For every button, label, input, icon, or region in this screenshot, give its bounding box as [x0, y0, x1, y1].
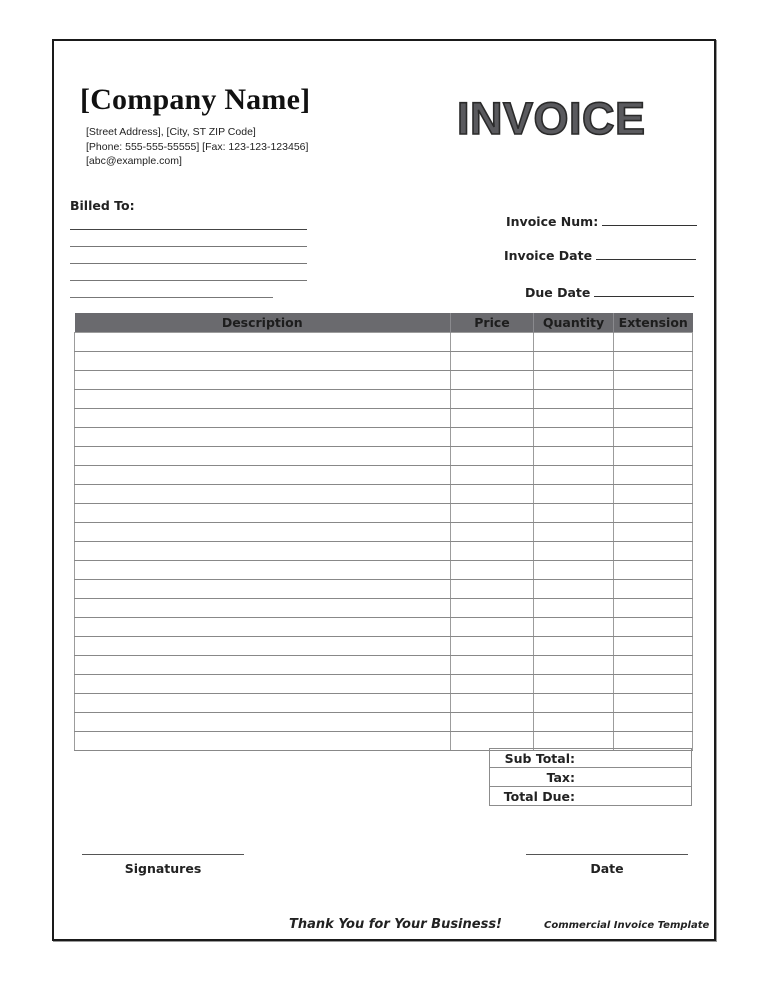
description-cell[interactable]: [75, 504, 451, 523]
table-row: [75, 390, 693, 409]
company-phone-fax: [Phone: 555-555-55555] [Fax: 123-123-123456]: [86, 140, 309, 153]
quantity-cell[interactable]: [534, 656, 614, 675]
price-cell[interactable]: [451, 352, 534, 371]
description-cell[interactable]: [75, 371, 451, 390]
description-cell[interactable]: [75, 428, 451, 447]
table-row: [75, 713, 693, 732]
template-name: Commercial Invoice Template: [544, 920, 710, 931]
invoice-date-label: Invoice Date: [504, 248, 593, 263]
table-row: [75, 561, 693, 580]
billed-to-line-1[interactable]: [70, 229, 307, 230]
extension-cell[interactable]: [614, 637, 693, 656]
extension-cell[interactable]: [614, 523, 693, 542]
price-cell[interactable]: [451, 504, 534, 523]
table-row: [75, 523, 693, 542]
description-cell[interactable]: [75, 390, 451, 409]
table-row: [75, 485, 693, 504]
billed-to-line-3[interactable]: [70, 263, 307, 264]
extension-cell[interactable]: [614, 675, 693, 694]
total-due-label: Total Due:: [490, 787, 576, 806]
extension-cell[interactable]: [614, 352, 693, 371]
table-header-row: [75, 313, 693, 333]
extension-cell[interactable]: [614, 656, 693, 675]
subtotal-row: [490, 749, 692, 768]
quantity-cell[interactable]: [534, 333, 614, 352]
price-cell[interactable]: [451, 409, 534, 428]
invoice-title: INVOICE: [457, 93, 646, 144]
extension-cell[interactable]: [614, 599, 693, 618]
price-cell[interactable]: [451, 694, 534, 713]
invoice-date-field[interactable]: [596, 258, 696, 260]
invoice-num-label: Invoice Num:: [506, 214, 599, 229]
quantity-cell[interactable]: [534, 409, 614, 428]
extension-cell[interactable]: [614, 561, 693, 580]
description-cell[interactable]: [75, 447, 451, 466]
price-cell[interactable]: [451, 447, 534, 466]
extension-cell[interactable]: [614, 409, 693, 428]
price-cell[interactable]: [451, 580, 534, 599]
description-cell[interactable]: [75, 333, 451, 352]
price-cell[interactable]: [451, 485, 534, 504]
quantity-cell[interactable]: [534, 637, 614, 656]
subtotal-label: Sub Total:: [490, 749, 576, 768]
company-street-address: [Street Address], [City, ST ZIP Code]: [86, 126, 256, 138]
extension-cell[interactable]: [614, 542, 693, 561]
tax-row: [490, 768, 692, 787]
price-cell[interactable]: [451, 656, 534, 675]
invoice-page: [52, 39, 716, 941]
quantity-cell[interactable]: [534, 618, 614, 637]
table-row: [75, 637, 693, 656]
table-row: [75, 371, 693, 390]
extension-cell[interactable]: [614, 390, 693, 409]
quantity-cell[interactable]: [534, 352, 614, 371]
table-row: [75, 333, 693, 352]
quantity-cell[interactable]: [534, 390, 614, 409]
column-header-description: Description: [75, 313, 451, 333]
description-cell[interactable]: [75, 523, 451, 542]
billed-to-line-4[interactable]: [70, 280, 307, 281]
quantity-cell[interactable]: [534, 542, 614, 561]
quantity-cell[interactable]: [534, 504, 614, 523]
table-row: [75, 580, 693, 599]
description-cell[interactable]: [75, 352, 451, 371]
table-row: [75, 504, 693, 523]
extension-cell[interactable]: [614, 485, 693, 504]
column-header-quantity: Quantity: [534, 313, 614, 333]
totals-table: [489, 748, 692, 806]
line-items-table: [74, 313, 693, 751]
company-address-block: [86, 125, 308, 169]
table-row: [75, 656, 693, 675]
signature-line[interactable]: [82, 854, 244, 855]
extension-cell[interactable]: [614, 580, 693, 599]
description-cell[interactable]: [75, 599, 451, 618]
price-cell[interactable]: [451, 390, 534, 409]
thank-you-message: Thank You for Your Business!: [289, 917, 502, 932]
price-cell[interactable]: [451, 618, 534, 637]
quantity-cell[interactable]: [534, 447, 614, 466]
column-header-extension: Extension: [614, 313, 693, 333]
price-cell[interactable]: [451, 713, 534, 732]
price-cell[interactable]: [451, 675, 534, 694]
description-cell[interactable]: [75, 732, 451, 751]
invoice-date-row: [504, 248, 696, 263]
extension-cell[interactable]: [614, 447, 693, 466]
table-row: [75, 428, 693, 447]
line-items-body: [75, 333, 693, 751]
description-cell[interactable]: [75, 561, 451, 580]
price-cell[interactable]: [451, 561, 534, 580]
description-cell[interactable]: [75, 409, 451, 428]
extension-cell[interactable]: [614, 428, 693, 447]
quantity-cell[interactable]: [534, 428, 614, 447]
description-cell[interactable]: [75, 466, 451, 485]
invoice-num-row: [506, 214, 697, 229]
quantity-cell[interactable]: [534, 466, 614, 485]
price-cell[interactable]: [451, 428, 534, 447]
tax-label: Tax:: [490, 768, 576, 787]
price-cell[interactable]: [451, 371, 534, 390]
description-cell[interactable]: [75, 580, 451, 599]
table-row: [75, 466, 693, 485]
description-cell[interactable]: [75, 694, 451, 713]
description-cell[interactable]: [75, 485, 451, 504]
date-label: Date: [590, 861, 624, 876]
description-cell[interactable]: [75, 618, 451, 637]
table-row: [75, 542, 693, 561]
due-date-row: [525, 285, 694, 300]
billed-to-line-2[interactable]: [70, 246, 307, 247]
billed-to-label: Billed To:: [70, 198, 135, 213]
description-cell[interactable]: [75, 542, 451, 561]
total-due-value[interactable]: [575, 787, 692, 806]
table-row: [75, 618, 693, 637]
total-due-row: [490, 787, 692, 806]
description-cell[interactable]: [75, 637, 451, 656]
extension-cell[interactable]: [614, 713, 693, 732]
quantity-cell[interactable]: [534, 371, 614, 390]
price-cell[interactable]: [451, 333, 534, 352]
quantity-cell[interactable]: [534, 523, 614, 542]
quantity-cell[interactable]: [534, 580, 614, 599]
description-cell[interactable]: [75, 656, 451, 675]
date-signature-line[interactable]: [526, 854, 688, 855]
quantity-cell[interactable]: [534, 485, 614, 504]
quantity-cell[interactable]: [534, 675, 614, 694]
extension-cell[interactable]: [614, 618, 693, 637]
quantity-cell[interactable]: [534, 561, 614, 580]
quantity-cell[interactable]: [534, 694, 614, 713]
price-cell[interactable]: [451, 599, 534, 618]
subtotal-value[interactable]: [575, 749, 692, 768]
price-cell[interactable]: [451, 542, 534, 561]
billed-to-line-5[interactable]: [70, 297, 273, 298]
price-cell[interactable]: [451, 466, 534, 485]
extension-cell[interactable]: [614, 466, 693, 485]
invoice-num-field[interactable]: [602, 224, 697, 226]
table-row: [75, 409, 693, 428]
extension-cell[interactable]: [614, 333, 693, 352]
quantity-cell[interactable]: [534, 599, 614, 618]
due-date-field[interactable]: [594, 295, 694, 297]
extension-cell[interactable]: [614, 694, 693, 713]
description-cell[interactable]: [75, 675, 451, 694]
table-row: [75, 447, 693, 466]
price-cell[interactable]: [451, 523, 534, 542]
table-row: [75, 599, 693, 618]
signatures-label: Signatures: [124, 861, 202, 876]
table-row: [75, 694, 693, 713]
price-cell[interactable]: [451, 637, 534, 656]
table-row: [75, 352, 693, 371]
extension-cell[interactable]: [614, 371, 693, 390]
column-header-price: Price: [451, 313, 534, 333]
due-date-label: Due Date: [525, 285, 591, 300]
quantity-cell[interactable]: [534, 713, 614, 732]
tax-value[interactable]: [575, 768, 692, 787]
extension-cell[interactable]: [614, 504, 693, 523]
description-cell[interactable]: [75, 713, 451, 732]
table-row: [75, 675, 693, 694]
company-name: [Company Name]: [80, 83, 311, 116]
company-email: [abc@example.com]: [86, 155, 182, 167]
